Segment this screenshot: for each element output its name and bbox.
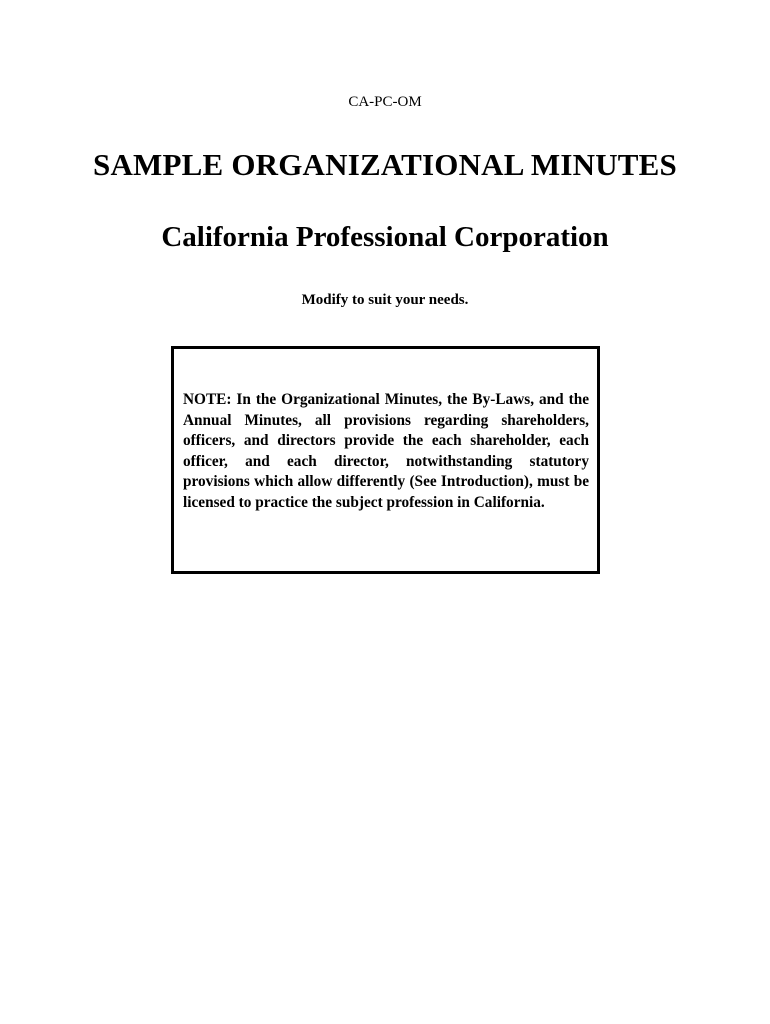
- document-code: CA-PC-OM: [348, 94, 422, 110]
- page-subtitle: California Professional Corporation: [161, 221, 609, 253]
- note-text: NOTE: In the Organizational Minutes, the By-Laws, and the Annual Minutes, all provisions regarding shareholders, officers, and directors provide the each shareholder, each officer, and each director, notwithstanding statutory provisions which allow differently (See Introduction), must be licensed to practice the subject profession in California.: [183, 391, 589, 511]
- instruction-text: Modify to suit your needs.: [301, 292, 469, 308]
- page-title: SAMPLE ORGANIZATIONAL MINUTES: [93, 147, 677, 182]
- note-box: [171, 346, 600, 574]
